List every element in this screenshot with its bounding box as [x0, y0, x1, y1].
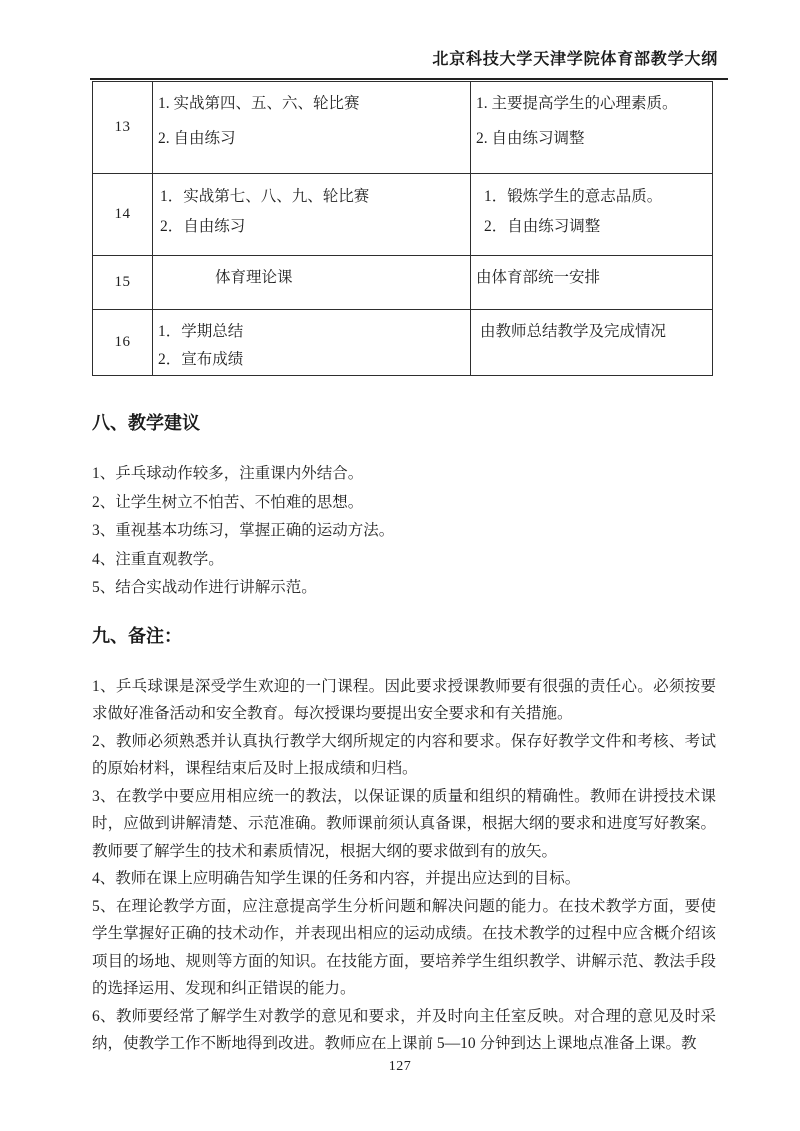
list-item: 5、结合实战动作进行讲解示范。	[92, 579, 317, 596]
cell-line: 由体育部统一安排	[476, 269, 601, 286]
content-cell	[153, 82, 471, 174]
list-item: 1、乒乓球动作较多，注重课内外结合。	[92, 465, 364, 482]
paragraph: 3、在教学中要应用相应统一的教法，以保证课的质量和组织的精确性。教师在讲授技术课时，应做到讲解清楚、示范准确。教师课前须认真备课，根据大纲的要求和进度写好教案。教师要了解学生的技术和素质情况，根据大纲的要求做到有的放矢。	[92, 787, 716, 860]
cell-line: 2．自由练习调整	[484, 218, 601, 235]
cell-line: 2．宣布成绩	[158, 351, 244, 368]
purpose-cell	[471, 256, 713, 310]
cell-line: 2．自由练习	[160, 218, 246, 235]
teaching-suggestion-list	[92, 460, 716, 603]
paragraph: 6、教师要经常了解学生对教学的意见和要求，并及时向主任室反映。对合理的意见及时采纳，使教学工作不断地得到改进。教师应在上课前 5—10 分钟到达上课地点准备上课。教	[92, 1007, 716, 1052]
cell-line: 1．实战第七、八、九、轮比赛	[160, 188, 370, 205]
row-number: 14	[93, 174, 153, 256]
row-number: 16	[93, 310, 153, 376]
content-cell	[153, 310, 471, 376]
list-item: 2、让学生树立不怕苦、不怕难的思想。	[92, 493, 364, 511]
cell-line: 2. 自由练习	[158, 130, 236, 147]
paragraph: 2、教师必须熟悉并认真执行教学大纲所规定的内容和要求。保存好教学文件和考核、考试的原始材料，课程结束后及时上报成绩和归档。	[92, 732, 716, 777]
row-number: 13	[93, 82, 153, 174]
purpose-cell	[471, 82, 713, 174]
header-title: 北京科技大学天津学院体育部教学大纲	[432, 51, 718, 68]
table-row	[93, 256, 713, 310]
paragraph: 5、在理论教学方面，应注意提高学生分析问题和解决问题的能力。在技术教学方面，要使学生掌握好正确的技术动作，并表现出相应的运动成绩。在技术教学的过程中应含概介绍该项目的场地、规则等方面的知识。在技能方面，要培养学生组织教学、讲解示范、教法手段的选择运用、发现和纠正错误的能力。	[92, 897, 716, 997]
purpose-cell	[471, 310, 713, 376]
paragraph: 1、乒乓球课是深受学生欢迎的一门课程。因此要求授课教师要有很强的责任心。必须按要求做好准备活动和安全教育。每次授课均要提出安全要求和有关措施。	[92, 677, 716, 722]
table-row	[93, 310, 713, 376]
paragraph: 4、教师在课上应明确告知学生课的任务和内容，并提出应达到的目标。	[92, 870, 581, 887]
header-rule	[90, 78, 728, 80]
row-number: 15	[93, 256, 153, 310]
cell-line: 体育理论课	[215, 269, 293, 286]
page-header	[90, 0, 728, 80]
list-item: 4、注重直观教学。	[92, 550, 224, 568]
list-item: 3、重视基本功练习，掌握正确的运动方法。	[92, 522, 395, 539]
cell-line: 由教师总结教学及完成情况	[480, 323, 667, 340]
page-number: 127	[388, 1058, 412, 1074]
cell-line: 2. 自由练习调整	[476, 130, 585, 147]
purpose-cell	[471, 174, 713, 256]
section-8-heading: 八、教学建议	[92, 413, 200, 433]
cell-line: 1. 实战第四、五、六、轮比赛	[158, 95, 360, 112]
section-9-heading: 九、备注：	[92, 625, 182, 646]
cell-line: 1．学期总结	[158, 323, 244, 340]
table-row	[93, 174, 713, 256]
cell-line: 1．锻炼学生的意志品质。	[484, 188, 663, 205]
table-row	[93, 82, 713, 174]
content-cell	[153, 256, 471, 310]
schedule-table	[92, 81, 713, 376]
cell-line: 1. 主要提高学生的心理素质。	[476, 95, 678, 112]
content-cell	[153, 174, 471, 256]
notes-paragraphs	[92, 673, 716, 1058]
